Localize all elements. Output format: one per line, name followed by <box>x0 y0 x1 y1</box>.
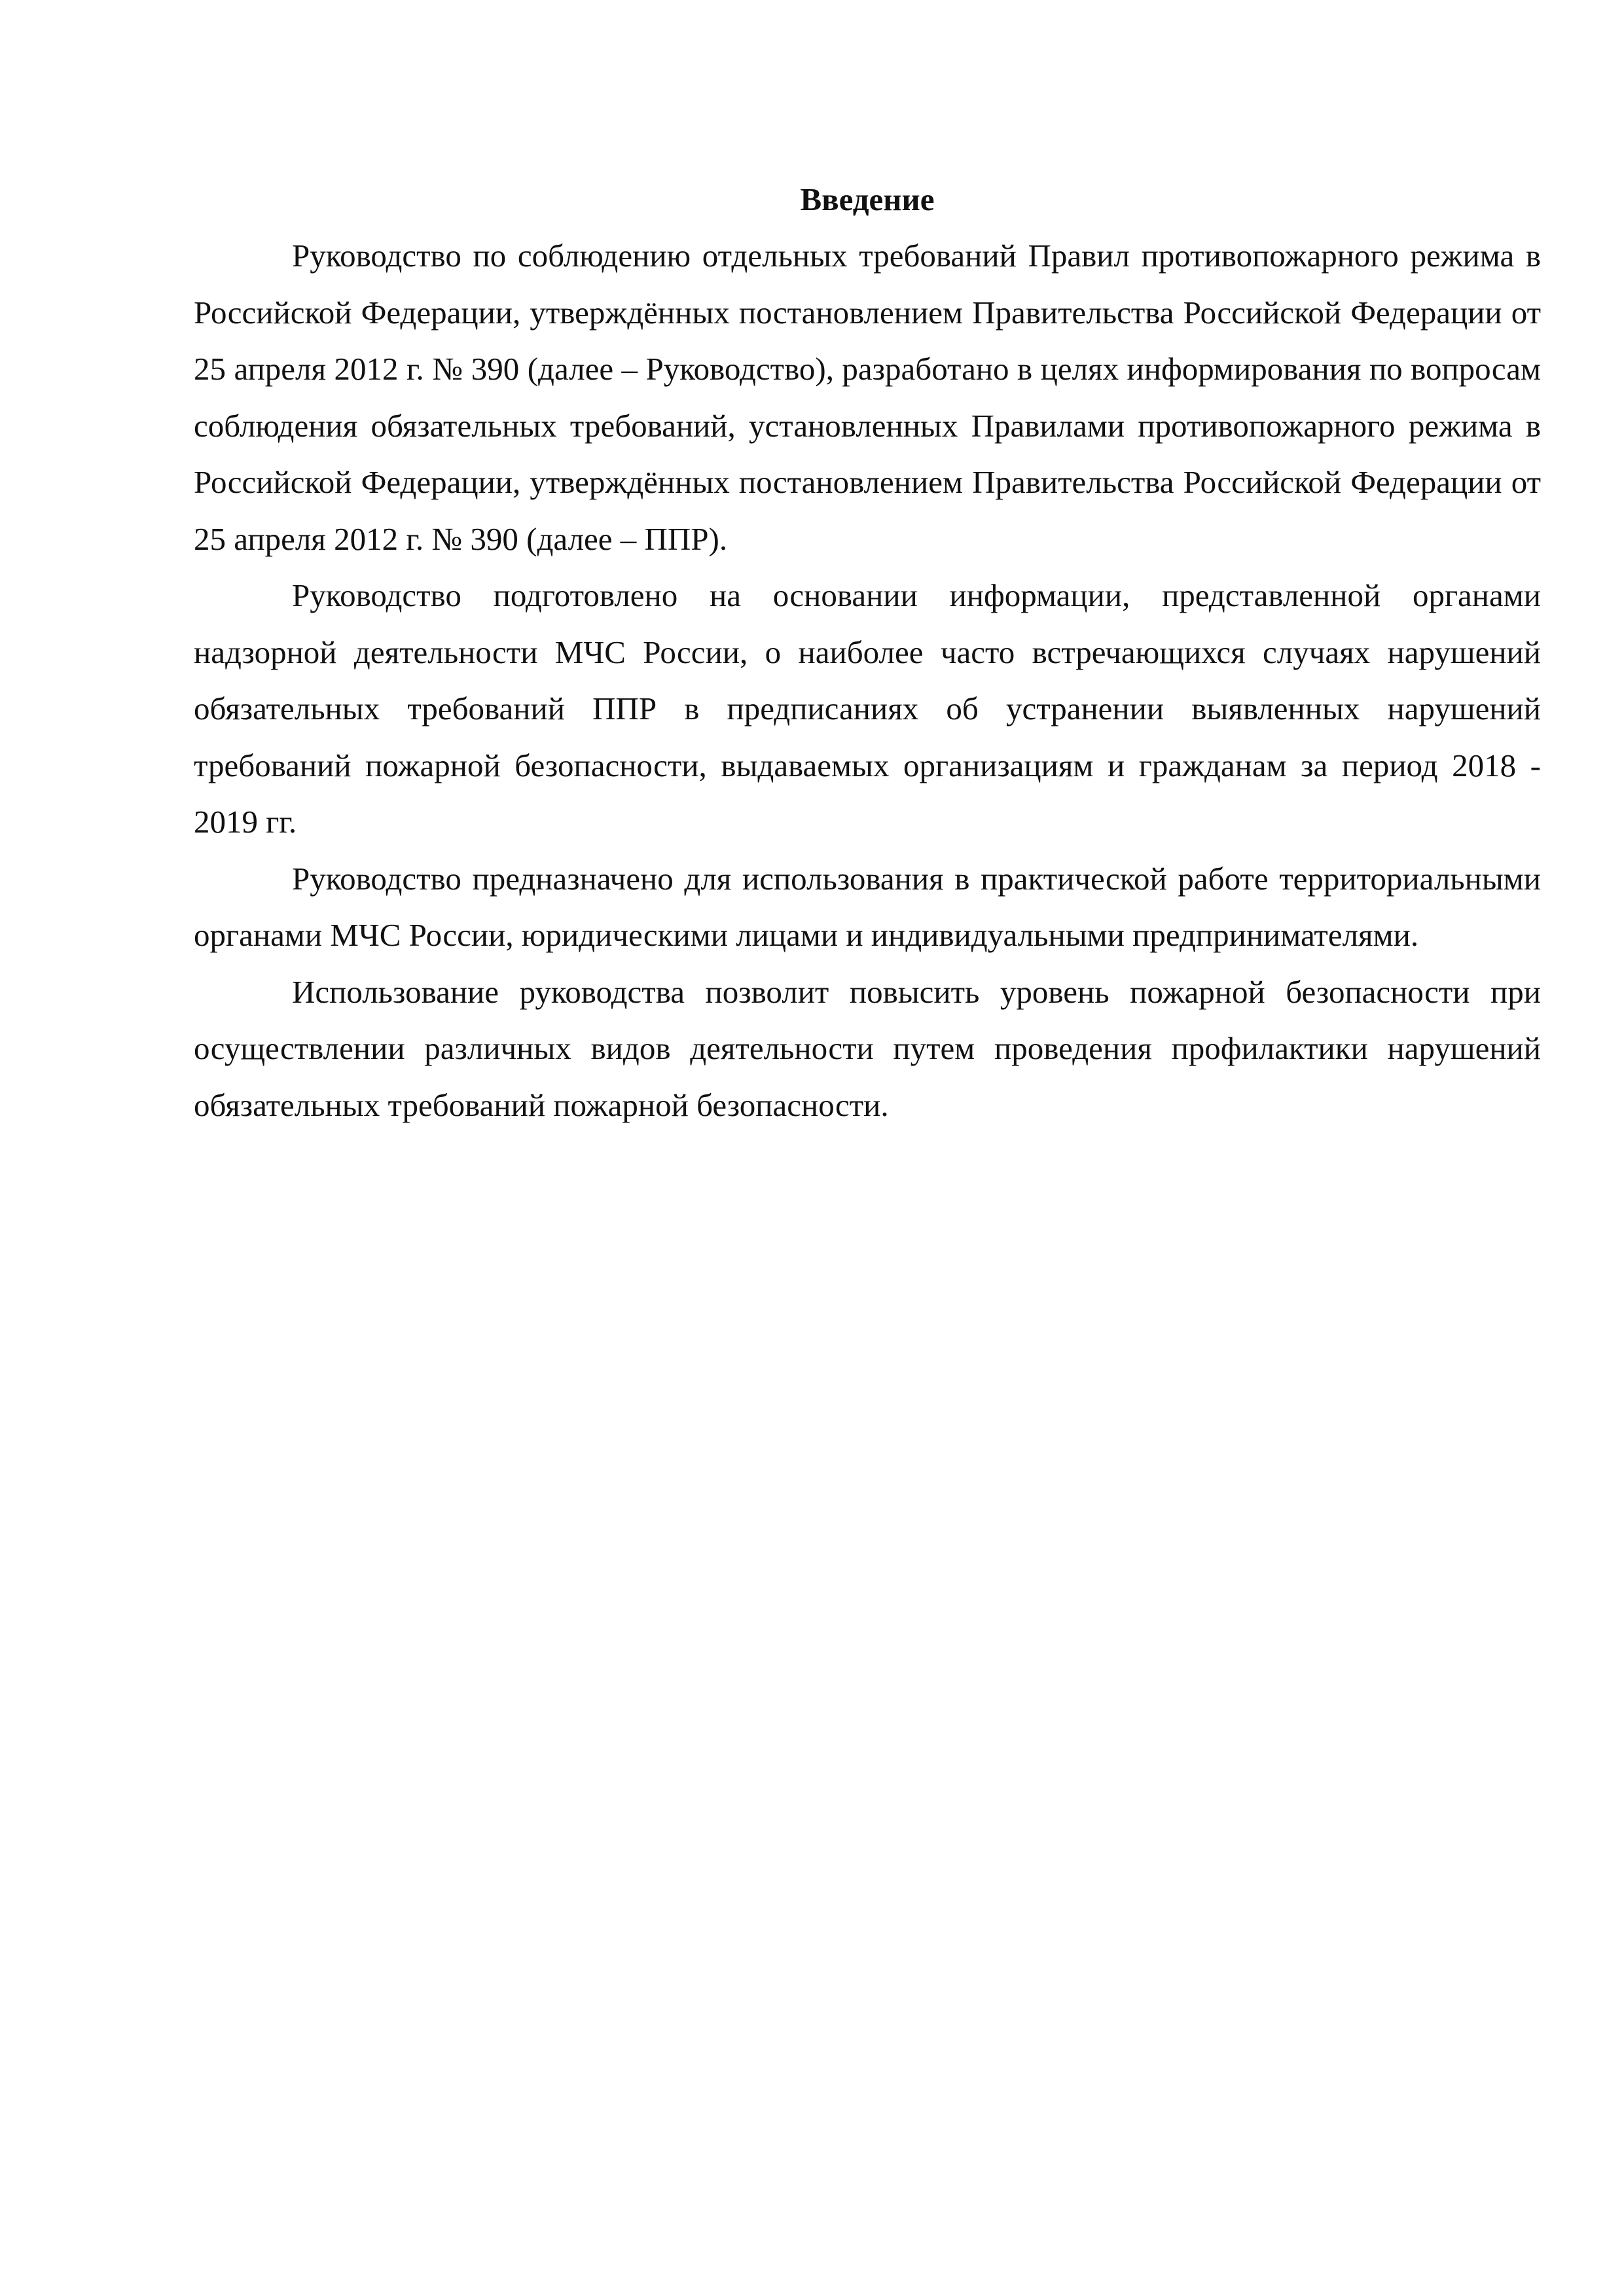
section-title: Введение <box>800 181 935 217</box>
paragraph-purpose: Руководство по соблюдению отдельных требований Правил противопожарного режима в Российской Федерации, утверждённых постановлением Правительства Российской Федерации от 25 апреля 2012 г. № 390 (далее – Руководство), разработано в целях информирования по вопросам соблюдения обязательных требований, установленных Правилами противопожарного режима в Российской Федерации, утверждённых постановлением Правительства Российской Федерации от 25 апреля 2012 г. № 390 (далее – ППР). <box>194 238 1541 557</box>
paragraph-basis: Руководство подготовлено на основании информации, представленной органами надзорной деятельности МЧС России, о наиболее часто встречающихся случаях нарушений обязательных требований ППР в предписаниях об устранении выявленных нарушений требований пожарной безопасности, выдаваемых организациям и гражданам за период 2018 - 2019 гг. <box>194 577 1541 840</box>
document-body <box>194 171 1541 1134</box>
paragraph-benefit: Использование руководства позволит повысить уровень пожарной безопасности при осуществлении различных видов деятельности путем проведения профилактики нарушений обязательных требований пожарной безопасности. <box>194 973 1541 1123</box>
paragraph-audience: Руководство предназначено для использования в практической работе территориальными органами МЧС России, юридическими лицами и индивидуальными предпринимателями. <box>194 860 1541 953</box>
